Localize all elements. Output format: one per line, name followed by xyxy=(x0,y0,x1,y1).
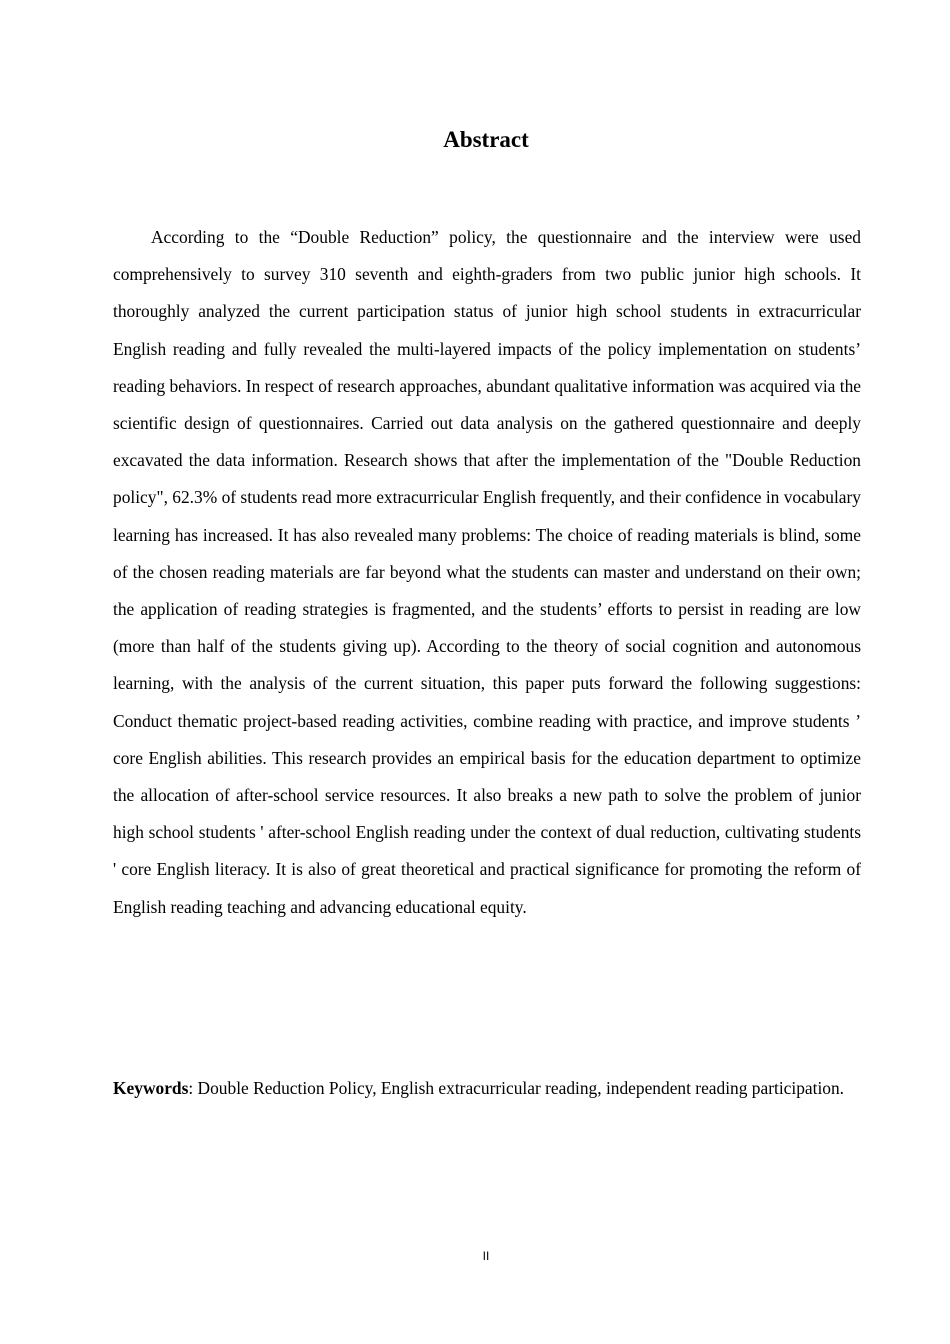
keywords-label: Keywords xyxy=(113,1078,189,1098)
page-number: II xyxy=(482,1249,490,1263)
page-title: Abstract xyxy=(443,127,529,152)
abstract-paragraph: According to the “Double Reduction” policy, the questionnaire and the interview were used comprehensively to survey 310 seventh and eighth-graders from two public junior high schools. It thoroughly analyzed the current participation status of junior high school students in extracurricular English reading and fully revealed the multi-layered impacts of the policy implementation on students’ reading behaviors. In respect of research approaches, abundant qualitative information was acquired via the scientific design of questionnaires. Carried out data analysis on the gathered questionnaire and deeply excavated the data information. Research shows that after the implementation of the "Double Reduction policy", 62.3% of students read more extracurricular English frequently, and their confidence in vocabulary learning has increased. It has also revealed many problems: The choice of reading materials is blind, some of the chosen reading materials are far beyond what the students can master and understand on their own; the application of reading strategies is fragmented, and the students’ efforts to persist in reading are low (more than half of the students giving up). According to the theory of social cognition and autonomous learning, with the analysis of the current situation, this paper puts forward the following suggestions: Conduct thematic project-based reading activities, combine reading with practice, and improve students ’ core English abilities. This research provides an empirical basis for the education department to optimize the allocation of after-school service resources. It also breaks a new path to solve the problem of junior high school students ' after-school English reading under the context of dual reduction, cultivating students ' core English literacy. It is also of great theoretical and practical significance for promoting the reform of English reading teaching and advancing educational equity. xyxy=(113,227,861,917)
keywords-paragraph xyxy=(113,1073,859,1104)
keywords-text: Double Reduction Policy, English extracurricular reading, independent reading participation. xyxy=(197,1078,845,1098)
keywords-separator: : xyxy=(188,1078,198,1098)
